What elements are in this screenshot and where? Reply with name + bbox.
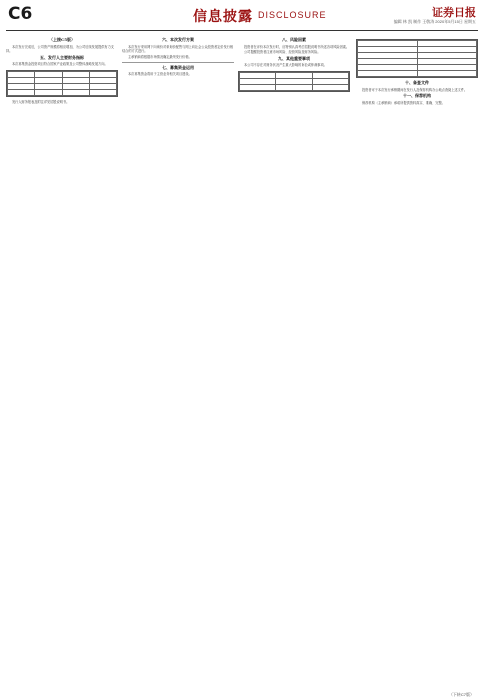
column-heading: 八、风险因素 — [282, 37, 306, 42]
table — [238, 71, 350, 92]
header-rule — [6, 30, 478, 31]
column-4 — [356, 36, 478, 688]
section-subtitle: DISCLOSURE — [258, 10, 327, 20]
paragraph: 投资者在评价本次发行时，应特别认真考虑招股说明书所述各项风险因素。 — [244, 44, 350, 49]
page-number: C6 — [8, 4, 33, 24]
continued-note: （下转C7版） — [448, 692, 474, 697]
paragraph: 本公司不存在对财务状况产生重大影响的诉讼或仲裁事项。 — [244, 63, 327, 68]
column-heading: 九、其他重要事项 — [278, 55, 310, 61]
paragraph: 发行人财务报表及附注详见招股说明书。 — [12, 99, 70, 104]
column-heading: （上接C5版） — [49, 37, 75, 42]
divider — [122, 62, 234, 63]
column-heading: 五、发行人主要财务指标 — [40, 54, 84, 60]
financial-table — [6, 70, 118, 97]
column-1 — [6, 36, 118, 688]
paragraph: 本次发行采用网下向询价对象询价配售与网上向社会公众投资者定价发行相结合的方式进行。 — [122, 44, 234, 54]
paragraph: 投资者可于本次发行承销期间在发行人及保荐机构办公地点查阅上述文件。 — [362, 87, 468, 92]
page-header — [0, 0, 484, 34]
announcement-table — [356, 39, 478, 78]
column-3 — [238, 36, 350, 688]
header-info: 编辑 林 凯 制作 王敬涛 2020年5月15日 星期五 — [393, 19, 476, 24]
paragraph: 本次发行完成后，公司资产规模将相应增加，为公司后续发展提供有力支持。 — [6, 44, 114, 54]
paragraph: 本次募集资金投资项目符合国家产业政策及公司整体战略发展方向。 — [12, 62, 108, 67]
paragraph: 保荐机构（主承销商）承诺所提供资料真实、准确、完整。 — [362, 100, 445, 105]
paragraph: 主承销商将根据市场情况确定最终发行价格。 — [128, 54, 192, 59]
column-heading: 六、本次发行方案 — [162, 37, 194, 42]
page-footer — [0, 690, 484, 700]
section-title: 信息披露 — [193, 9, 253, 25]
column-heading: 十一、保荐机构 — [403, 93, 431, 99]
paragraph: 公司提醒投资者注意市场风险、经营风险及财务风险。 — [244, 50, 321, 55]
newspaper-name: 证券日报 — [432, 6, 476, 19]
paragraph: 本次募集资金将用于主营业务相关项目建设。 — [128, 72, 192, 77]
column-heading: 十、备查文件 — [405, 80, 429, 85]
column-heading: 七、募集资金运用 — [162, 64, 194, 70]
column-2 — [122, 36, 234, 688]
